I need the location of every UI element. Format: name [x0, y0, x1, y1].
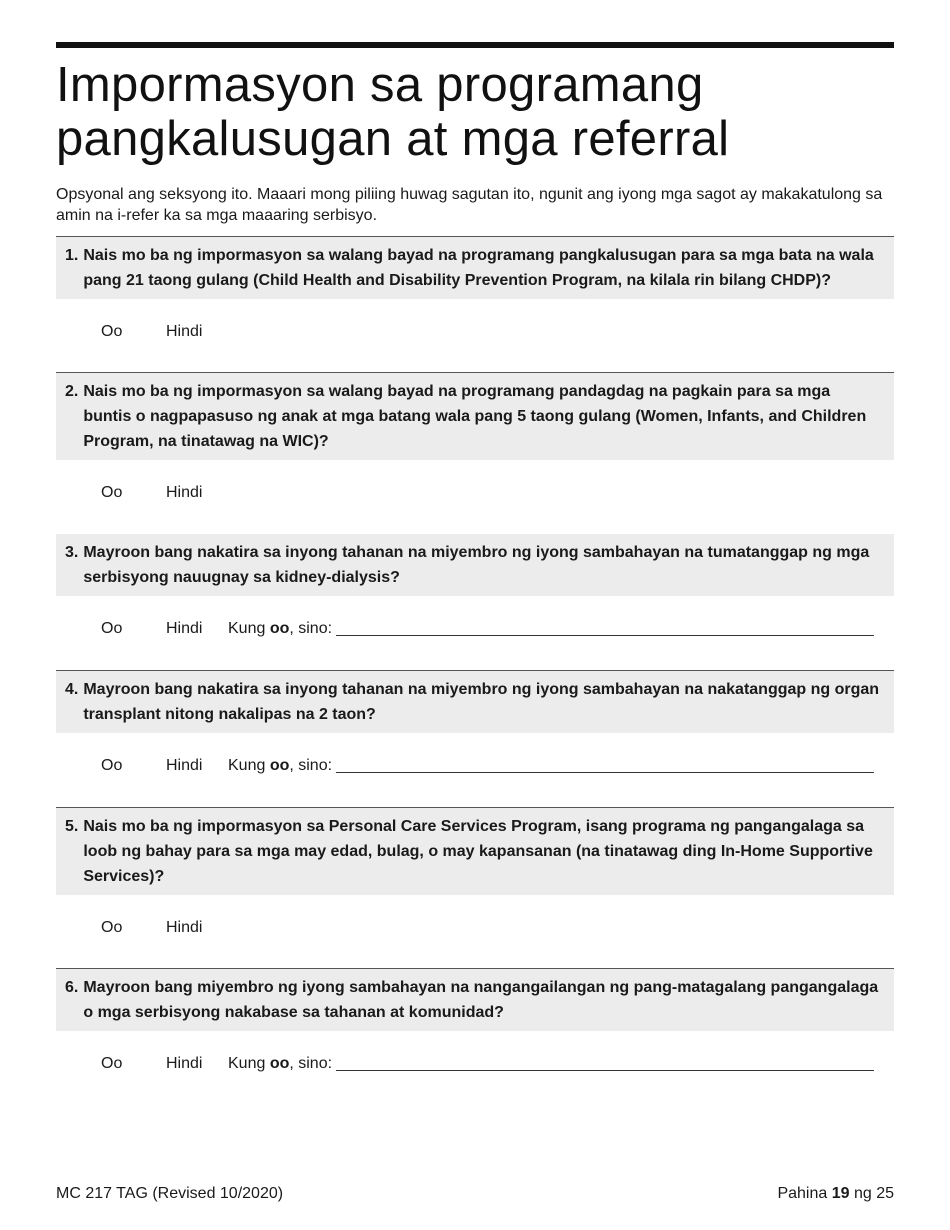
who-prefix: Kung — [228, 1055, 270, 1072]
answer-no[interactable]: Hindi — [166, 484, 203, 501]
answer-row-4 — [56, 733, 894, 775]
answer-no[interactable]: Hindi — [166, 620, 203, 637]
answer-yes[interactable]: Oo — [101, 484, 123, 501]
question-4 — [56, 671, 894, 733]
title-line-2: pangkalusugan at mga referral — [56, 112, 730, 166]
question-number: 5. — [65, 818, 79, 835]
answer-no[interactable]: Hindi — [166, 919, 203, 936]
question-3 — [56, 534, 894, 596]
page-current: 19 — [831, 1185, 850, 1202]
page-total: 25 — [876, 1185, 894, 1202]
answer-row-2 — [56, 460, 894, 502]
question-section-3 — [56, 534, 894, 638]
question-2 — [56, 373, 894, 460]
page-mid: ng — [849, 1185, 877, 1202]
question-text: Mayroon bang miyembro ng iyong sambahayan na nangangailangan ng pang-matagalang pangangalaga o mga serbisyong nakabase sa tahanan at komunidad? — [83, 979, 879, 1021]
answer-yes[interactable]: Oo — [101, 757, 123, 774]
question-text: Mayroon bang nakatira sa inyong tahanan na miyembro ng iyong sambahayan na tumatanggap ng mga serbisyong nauugnay sa kidney-dialysis? — [83, 544, 870, 586]
title-line-1: Impormasyon sa programang — [56, 58, 704, 112]
who-bold: oo — [269, 1055, 290, 1072]
question-6 — [56, 969, 894, 1031]
who-input-line[interactable] — [336, 1056, 874, 1071]
question-text: Nais mo ba ng impormasyon sa walang bayad na programang pandagdag na pagkain para sa mga buntis o nagpapasuso ng anak at mga batang wala pang 5 taong gulang (Women, Infants, and Children Program, na tinatawag na WIC)? — [83, 383, 867, 450]
form-page — [56, 42, 894, 1073]
answer-row-5 — [56, 895, 894, 937]
who-bold: oo — [269, 757, 290, 774]
question-section-1 — [56, 236, 894, 341]
answer-row-1 — [56, 299, 894, 341]
who-prefix: Kung — [228, 757, 270, 774]
form-id: MC 217 TAG (Revised 10/2020) — [56, 1185, 284, 1202]
who-label — [228, 1055, 332, 1073]
question-section-4 — [56, 670, 894, 775]
page-footer — [56, 1185, 894, 1203]
answer-row-6 — [56, 1031, 894, 1073]
answer-no[interactable]: Hindi — [166, 1055, 203, 1072]
answer-no[interactable]: Hindi — [166, 757, 203, 774]
top-rule — [56, 42, 894, 48]
answer-yes[interactable]: Oo — [101, 323, 123, 340]
who-label — [228, 620, 332, 638]
answer-yes[interactable]: Oo — [101, 919, 123, 936]
question-number: 1. — [65, 247, 79, 264]
who-suffix: , sino: — [289, 757, 333, 774]
who-input-line[interactable] — [336, 758, 874, 773]
question-section-5 — [56, 807, 894, 937]
who-prefix: Kung — [228, 620, 270, 637]
who-bold: oo — [269, 620, 290, 637]
answer-yes[interactable]: Oo — [101, 1055, 123, 1072]
question-number: 4. — [65, 681, 79, 698]
answer-yes[interactable]: Oo — [101, 620, 123, 637]
question-section-6 — [56, 968, 894, 1073]
question-section-2 — [56, 372, 894, 502]
question-number: 3. — [65, 544, 79, 561]
question-text: Nais mo ba ng impormasyon sa walang bayad na programang pangkalusugan para sa mga bata na wala pang 21 taong gulang (Child Health and Disability Prevention Program, na kilala rin bilang CHDP)? — [83, 247, 874, 289]
who-suffix: , sino: — [289, 620, 333, 637]
answer-no[interactable]: Hindi — [166, 323, 203, 340]
intro-text: Opsyonal ang seksyong ito. Maaari mong piliing huwag sagutan ito, ngunit ang iyong mga sagot ay makakatulong sa amin na i-refer ka sa mga maaaring serbisyo. — [56, 186, 883, 224]
question-number: 6. — [65, 979, 79, 996]
question-1 — [56, 237, 894, 299]
question-text: Mayroon bang nakatira sa inyong tahanan na miyembro ng iyong sambahayan na nakatanggap ng organ transplant nitong nakalipas na 2 taon? — [83, 681, 880, 723]
who-input-line[interactable] — [336, 621, 874, 636]
who-suffix: , sino: — [289, 1055, 333, 1072]
question-text: Nais mo ba ng impormasyon sa Personal Care Services Program, isang programa ng pangangalaga sa loob ng bahay para sa mga may edad, bulag, o may kapansanan (na tinatawag ding In-Home Supportive Services)? — [83, 818, 873, 885]
page-number — [777, 1185, 894, 1203]
question-5 — [56, 808, 894, 895]
page-title — [56, 58, 894, 166]
page-prefix: Pahina — [777, 1185, 832, 1202]
question-number: 2. — [65, 383, 79, 400]
answer-row-3 — [56, 596, 894, 638]
who-label — [228, 757, 332, 775]
